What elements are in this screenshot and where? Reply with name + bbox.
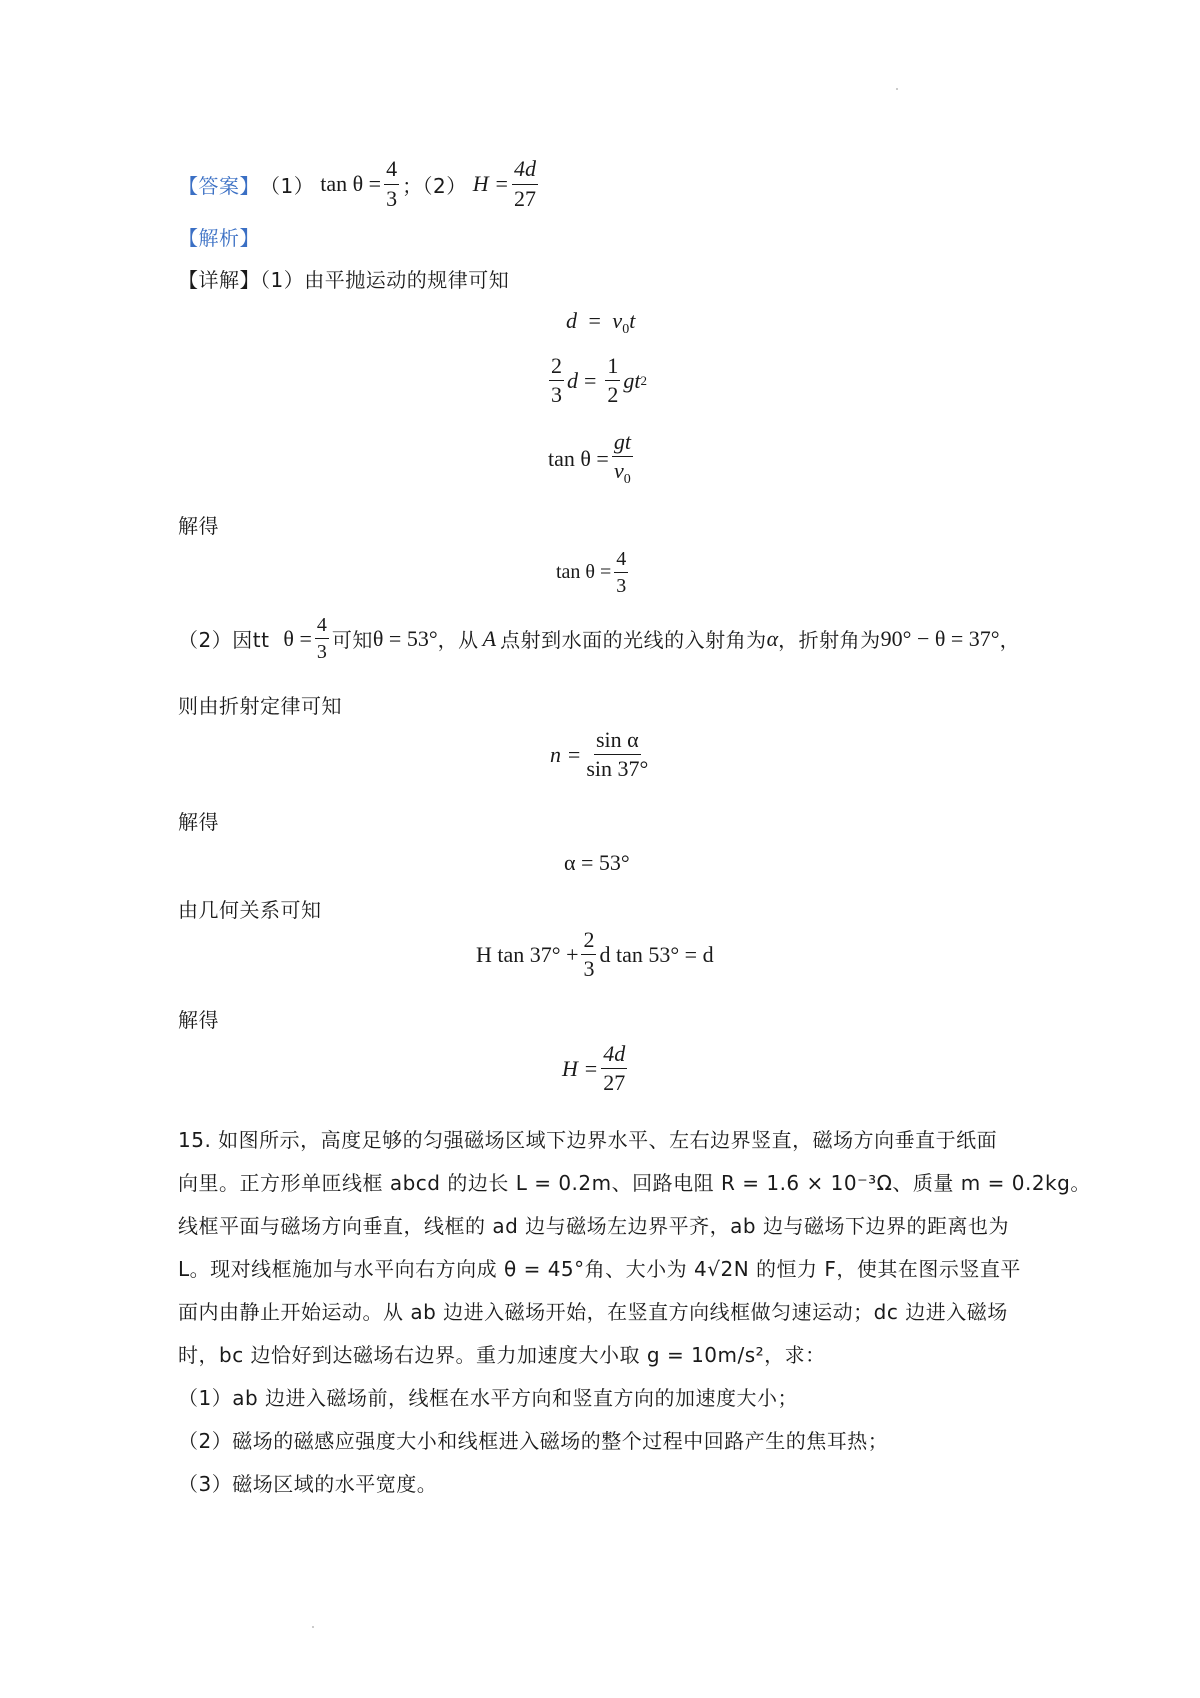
fraction-denominator: 3 — [551, 382, 562, 408]
equation-refraction — [550, 728, 653, 781]
problem15-line-5: 面内由静止开始运动。从 ab 边进入磁场开始，在竖直方向线框做匀速运动；dc 边进入磁场 — [178, 1300, 1008, 1324]
answer-fraction-1 — [384, 157, 399, 210]
detail-tag: 【详解】 — [178, 268, 260, 292]
detail-line — [178, 264, 509, 293]
detail-text: （1）由平抛运动的规律可知 — [260, 268, 510, 292]
fraction — [315, 614, 329, 663]
eq-var: v — [612, 308, 623, 333]
fraction — [614, 548, 628, 597]
eq-subscript: 0 — [622, 322, 630, 337]
eq-inline: θ = 53° — [372, 625, 438, 651]
analysis-tag: 【解析】 — [178, 226, 260, 250]
problem15-line-4: L。现对线框施加与水平向右方向成 θ = 45°角、大小为 4√2N 的恒力 F，使其在图示竖直平 — [178, 1257, 1021, 1281]
problem15-line-6: 时，bc 边恰好到达磁场右边界。重力加速度大小取 g = 10m/s²，求： — [178, 1343, 826, 1367]
eq-var: d — [566, 308, 577, 333]
problem15-question-2: （2）磁场的磁感应强度大小和线框进入磁场的整个过程中回路产生的焦耳热； — [178, 1429, 889, 1453]
answer-h-lhs: H = — [472, 171, 510, 196]
answer-tag: 【答案】 — [178, 173, 260, 198]
eq-var: t — [629, 308, 636, 333]
fraction-numerator: 4d — [512, 157, 538, 184]
equation-d-v0t — [566, 308, 635, 338]
text: 可知 — [331, 628, 373, 652]
equation-h-result — [562, 1042, 630, 1095]
text: ，从 — [437, 628, 479, 652]
text: 点射到水面的光线的入射角为 — [500, 628, 767, 652]
solve-label: 解得 — [178, 810, 219, 834]
equation-tan-theta-gt-v0 — [548, 430, 636, 488]
fraction-numerator: 4d — [601, 1042, 627, 1069]
fraction-denominator — [612, 457, 633, 487]
answer-part1-label: （1） — [260, 173, 315, 198]
equation-geometry — [476, 928, 714, 981]
equation-alpha: α = 53° — [564, 850, 630, 875]
fraction-numerator: 2 — [581, 928, 596, 955]
eq-subscript: 0 — [623, 472, 631, 488]
solve-label: 解得 — [178, 514, 219, 538]
eq-sign: = — [588, 308, 601, 333]
fraction-denominator: 3 — [316, 641, 327, 663]
fraction-denominator: 27 — [603, 1070, 626, 1096]
part2-prefix: （2）因tt — [178, 628, 270, 652]
problem15-question-1: （1）ab 边进入磁场前，线框在水平方向和竖直方向的加速度大小； — [178, 1386, 799, 1410]
solve-label: 解得 — [178, 1008, 219, 1032]
problem15-line-1: 15. 如图所示，高度足够的匀强磁场区域下边界水平、左右边界竖直，磁场方向垂直于纸面 — [178, 1128, 998, 1152]
eq-var: gt — [623, 367, 641, 393]
fraction-numerator: 4 — [614, 548, 628, 573]
eq-var: v — [614, 458, 624, 484]
eq-part: H tan 37° + — [476, 941, 579, 967]
fraction-numerator: sin α — [594, 728, 641, 755]
fraction-numerator: 4 — [315, 614, 329, 639]
eq-lhs: n = — [550, 741, 582, 767]
equation-tan-theta-result — [556, 548, 631, 597]
fraction-denominator: 27 — [514, 185, 537, 211]
fraction — [601, 1042, 627, 1095]
fraction-denominator: 3 — [616, 575, 627, 597]
eq-lhs: tan θ = — [548, 445, 609, 471]
refraction-text: 则由折射定律可知 — [178, 694, 342, 718]
answer-tan-lhs: tan θ = — [320, 171, 382, 196]
eq-var: d — [567, 367, 578, 393]
fraction-numerator: 1 — [605, 354, 620, 381]
answer-fraction-2 — [512, 157, 538, 210]
scan-dot — [896, 88, 898, 90]
answer-line — [178, 156, 541, 212]
eq-lhs: H = — [562, 1055, 599, 1081]
fraction — [584, 728, 650, 781]
scan-dot — [312, 1626, 314, 1628]
geometry-text: 由几何关系可知 — [178, 898, 322, 922]
fraction-denominator: 3 — [583, 956, 595, 982]
fraction-numerator: 2 — [549, 354, 564, 381]
eq-lhs: θ = — [283, 625, 312, 651]
eq-lhs: tan θ = — [556, 561, 612, 583]
text: ， — [999, 628, 1021, 652]
fraction — [605, 354, 620, 407]
eq-part: d tan 53° = d — [599, 941, 714, 967]
fraction-numerator: gt — [612, 430, 633, 457]
eq-superscript: 2 — [640, 372, 648, 388]
fraction — [549, 354, 564, 407]
equation-two-thirds-d — [546, 354, 647, 407]
fraction — [612, 430, 633, 488]
problem15-line-3: 线框平面与磁场方向垂直，线框的 ad 边与磁场左边界平齐，ab 边与磁场下边界的距离也为 — [178, 1214, 1009, 1238]
eq-sign: = — [584, 367, 597, 393]
eq-inline: 90° − θ = 37° — [880, 625, 1000, 651]
text: ，折射角为 — [778, 628, 881, 652]
answer-separator: ；（2） — [402, 173, 467, 198]
problem15-question-3: （3）磁场区域的水平宽度。 — [178, 1472, 438, 1496]
fraction-numerator: 4 — [384, 157, 399, 184]
fraction-denominator: sin 37° — [586, 756, 649, 782]
part2-line — [178, 614, 1020, 663]
fraction — [581, 928, 596, 981]
fraction-denominator: 2 — [607, 382, 619, 408]
eq-var: α — [766, 625, 779, 651]
problem15-line-2: 向里。正方形单匝线框 abcd 的边长 L = 0.2m、回路电阻 R = 1.6 × 10⁻³Ω、质量 m = 0.2kg。 — [178, 1171, 1091, 1195]
fraction-denominator: 3 — [386, 185, 398, 211]
eq-var: A — [482, 625, 497, 651]
